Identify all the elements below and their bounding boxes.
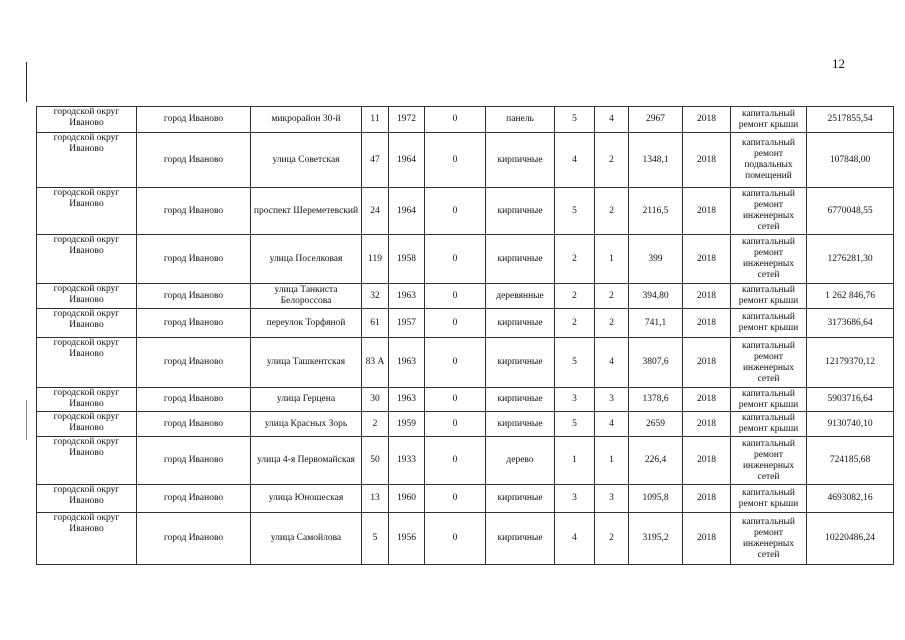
cell-street: улица Советская — [251, 133, 362, 188]
cell-city: город Иваново — [137, 188, 251, 235]
cell-house: 83 А — [362, 338, 389, 388]
cell-plan-year: 2018 — [683, 437, 731, 485]
cell-entrances: 3 — [595, 388, 629, 412]
cell-area: 1348,1 — [629, 133, 683, 188]
cell-area: 2116,5 — [629, 188, 683, 235]
cell-district: городской округ Иваново — [37, 485, 137, 513]
cell-entrances: 2 — [595, 513, 629, 565]
cell-plan-year: 2018 — [683, 133, 731, 188]
cell-entrances: 2 — [595, 188, 629, 235]
cell-work-type: капитальный ремонт крыши — [731, 107, 807, 133]
cell-cost: 1 262 846,76 — [807, 284, 894, 309]
cell-plan-year: 2018 — [683, 188, 731, 235]
cell-district: городской округ Иваново — [37, 412, 137, 437]
table-row — [37, 513, 894, 565]
cell-street: улица Поселковая — [251, 235, 362, 284]
table-row — [37, 388, 894, 412]
cell-area: 2967 — [629, 107, 683, 133]
cell-cost: 1276281,30 — [807, 235, 894, 284]
table-row — [37, 309, 894, 338]
cell-wall-material: кирпичные — [486, 133, 555, 188]
cell-entrances: 3 — [595, 485, 629, 513]
cell-plan-year: 2018 — [683, 284, 731, 309]
cell-street: улица Самойлова — [251, 513, 362, 565]
cell-entrances: 4 — [595, 338, 629, 388]
table-row — [37, 188, 894, 235]
cell-col6: 0 — [425, 338, 486, 388]
cell-year-built: 1958 — [389, 235, 425, 284]
cell-city: город Иваново — [137, 485, 251, 513]
cell-year-built: 1963 — [389, 284, 425, 309]
table-row — [37, 412, 894, 437]
cell-plan-year: 2018 — [683, 485, 731, 513]
cell-col6: 0 — [425, 107, 486, 133]
cell-district: городской округ Иваново — [37, 107, 137, 133]
table-row — [37, 437, 894, 485]
cell-col6: 0 — [425, 513, 486, 565]
cell-cost: 10220486,24 — [807, 513, 894, 565]
cell-year-built: 1957 — [389, 309, 425, 338]
cell-district: городской округ Иваново — [37, 133, 137, 188]
cell-entrances: 1 — [595, 437, 629, 485]
cell-wall-material: кирпичные — [486, 309, 555, 338]
table-row — [37, 485, 894, 513]
cell-work-type: капитальный ремонт крыши — [731, 412, 807, 437]
cell-cost: 12179370,12 — [807, 338, 894, 388]
cell-wall-material: дерево — [486, 437, 555, 485]
cell-city: город Иваново — [137, 235, 251, 284]
cell-district: городской округ Иваново — [37, 235, 137, 284]
cell-street: улица Красных Зорь — [251, 412, 362, 437]
cell-wall-material: кирпичные — [486, 235, 555, 284]
cell-wall-material: деревянные — [486, 284, 555, 309]
cell-area: 399 — [629, 235, 683, 284]
table-row — [37, 284, 894, 309]
cell-wall-material: кирпичные — [486, 338, 555, 388]
cell-col6: 0 — [425, 188, 486, 235]
cell-city: город Иваново — [137, 513, 251, 565]
cell-floors: 2 — [555, 235, 595, 284]
cell-entrances: 4 — [595, 107, 629, 133]
cell-cost: 5903716,64 — [807, 388, 894, 412]
cell-area: 1095,8 — [629, 485, 683, 513]
cell-work-type: капитальный ремонт крыши — [731, 388, 807, 412]
cell-city: город Иваново — [137, 284, 251, 309]
cell-city: город Иваново — [137, 412, 251, 437]
cell-year-built: 1963 — [389, 338, 425, 388]
cell-house: 47 — [362, 133, 389, 188]
cell-floors: 3 — [555, 388, 595, 412]
cell-street: улица Герцена — [251, 388, 362, 412]
cell-year-built: 1959 — [389, 412, 425, 437]
cell-col6: 0 — [425, 309, 486, 338]
cell-district: городской округ Иваново — [37, 388, 137, 412]
cell-cost: 9130740,10 — [807, 412, 894, 437]
cell-district: городской округ Иваново — [37, 309, 137, 338]
cell-house: 119 — [362, 235, 389, 284]
cell-year-built: 1963 — [389, 388, 425, 412]
cell-work-type: капитальный ремонт инженерных сетей — [731, 188, 807, 235]
cell-plan-year: 2018 — [683, 338, 731, 388]
cell-entrances: 2 — [595, 284, 629, 309]
scan-artifact — [26, 62, 27, 102]
cell-wall-material: кирпичные — [486, 412, 555, 437]
cell-area: 2659 — [629, 412, 683, 437]
cell-house: 24 — [362, 188, 389, 235]
cell-year-built: 1933 — [389, 437, 425, 485]
cell-house: 13 — [362, 485, 389, 513]
cell-floors: 5 — [555, 412, 595, 437]
cell-street: улица Юношеская — [251, 485, 362, 513]
cell-work-type: капитальный ремонт крыши — [731, 309, 807, 338]
scan-artifact — [26, 400, 27, 440]
cell-house: 61 — [362, 309, 389, 338]
cell-house: 50 — [362, 437, 389, 485]
cell-entrances: 1 — [595, 235, 629, 284]
cell-area: 394,80 — [629, 284, 683, 309]
cell-floors: 4 — [555, 133, 595, 188]
cell-district: городской округ Иваново — [37, 188, 137, 235]
cell-work-type: капитальный ремонт инженерных сетей — [731, 338, 807, 388]
cell-district: городской округ Иваново — [37, 284, 137, 309]
cell-floors: 5 — [555, 107, 595, 133]
cell-cost: 107848,00 — [807, 133, 894, 188]
cell-area: 3807,6 — [629, 338, 683, 388]
cell-work-type: капитальный ремонт крыши — [731, 284, 807, 309]
cell-street: проспект Шереметевский — [251, 188, 362, 235]
cell-street: улица 4-я Первомайская — [251, 437, 362, 485]
cell-col6: 0 — [425, 284, 486, 309]
cell-year-built: 1964 — [389, 133, 425, 188]
cell-house: 30 — [362, 388, 389, 412]
cell-work-type: капитальный ремонт крыши — [731, 485, 807, 513]
cell-year-built: 1972 — [389, 107, 425, 133]
cell-floors: 1 — [555, 437, 595, 485]
cell-city: город Иваново — [137, 107, 251, 133]
cell-entrances: 4 — [595, 412, 629, 437]
cell-work-type: капитальный ремонт инженерных сетей — [731, 235, 807, 284]
cell-wall-material: панель — [486, 107, 555, 133]
cell-col6: 0 — [425, 412, 486, 437]
cell-area: 3195,2 — [629, 513, 683, 565]
cell-area: 1378,6 — [629, 388, 683, 412]
cell-cost: 724185,68 — [807, 437, 894, 485]
table-row — [37, 235, 894, 284]
cell-plan-year: 2018 — [683, 388, 731, 412]
cell-city: город Иваново — [137, 309, 251, 338]
cell-street: улица Ташкентская — [251, 338, 362, 388]
cell-work-type: капитальный ремонт подвальных помещений — [731, 133, 807, 188]
cell-col6: 0 — [425, 437, 486, 485]
cell-house: 5 — [362, 513, 389, 565]
cell-floors: 2 — [555, 309, 595, 338]
table-row — [37, 107, 894, 133]
cell-district: городской округ Иваново — [37, 338, 137, 388]
cell-city: город Иваново — [137, 338, 251, 388]
cell-plan-year: 2018 — [683, 235, 731, 284]
cell-street: улица Танкиста Белороссова — [251, 284, 362, 309]
cell-col6: 0 — [425, 235, 486, 284]
cell-entrances: 2 — [595, 309, 629, 338]
cell-district: городской округ Иваново — [37, 513, 137, 565]
cell-city: город Иваново — [137, 133, 251, 188]
cell-area: 741,1 — [629, 309, 683, 338]
cell-district: городской округ Иваново — [37, 437, 137, 485]
cell-col6: 0 — [425, 388, 486, 412]
cell-house: 32 — [362, 284, 389, 309]
cell-col6: 0 — [425, 133, 486, 188]
cell-cost: 2517855,54 — [807, 107, 894, 133]
cell-year-built: 1960 — [389, 485, 425, 513]
cell-house: 11 — [362, 107, 389, 133]
cell-wall-material: кирпичные — [486, 388, 555, 412]
cell-floors: 5 — [555, 338, 595, 388]
cell-col6: 0 — [425, 485, 486, 513]
cell-wall-material: кирпичные — [486, 188, 555, 235]
cell-floors: 4 — [555, 513, 595, 565]
cell-year-built: 1964 — [389, 188, 425, 235]
cell-plan-year: 2018 — [683, 309, 731, 338]
repair-program-table — [36, 106, 894, 565]
cell-city: город Иваново — [137, 388, 251, 412]
cell-plan-year: 2018 — [683, 513, 731, 565]
cell-street: микрорайон 30-й — [251, 107, 362, 133]
page-number: 12 — [832, 56, 845, 71]
cell-cost: 6770048,55 — [807, 188, 894, 235]
cell-floors: 5 — [555, 188, 595, 235]
cell-area: 226,4 — [629, 437, 683, 485]
cell-cost: 4693082,16 — [807, 485, 894, 513]
cell-entrances: 2 — [595, 133, 629, 188]
cell-work-type: капитальный ремонт инженерных сетей — [731, 513, 807, 565]
cell-house: 2 — [362, 412, 389, 437]
table-row — [37, 338, 894, 388]
cell-city: город Иваново — [137, 437, 251, 485]
cell-wall-material: кирпичные — [486, 513, 555, 565]
cell-plan-year: 2018 — [683, 412, 731, 437]
cell-street: переулок Торфяной — [251, 309, 362, 338]
cell-wall-material: кирпичные — [486, 485, 555, 513]
table-row — [37, 133, 894, 188]
cell-floors: 3 — [555, 485, 595, 513]
cell-cost: 3173686,64 — [807, 309, 894, 338]
cell-year-built: 1956 — [389, 513, 425, 565]
cell-floors: 2 — [555, 284, 595, 309]
cell-work-type: капитальный ремонт инженерных сетей — [731, 437, 807, 485]
cell-plan-year: 2018 — [683, 107, 731, 133]
